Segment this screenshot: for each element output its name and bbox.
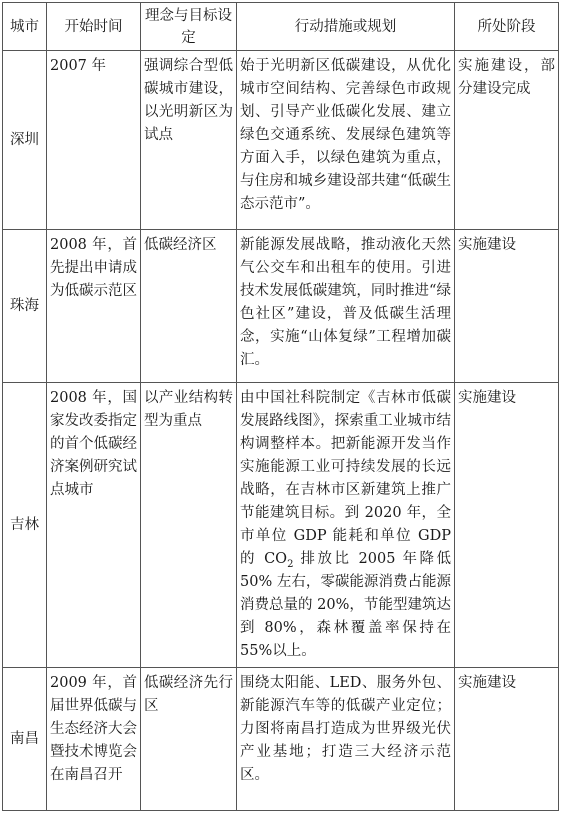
city-cell: 深圳 xyxy=(3,51,47,230)
action-cell: 始于光明新区低碳建设，从优化城市空间结构、完善绿色市政规划、引导产业低碳化发展、建立绿色交通系统、发展绿色建筑等方面入手，以绿色建筑为重点，与住房和城乡建设部共建“低碳生态示范市”。 xyxy=(237,51,455,230)
co2-subscript: 2 xyxy=(287,558,294,570)
action-cell: 围绕太阳能、LED、服务外包、新能源汽车等的低碳产业定位；力图将南昌打造成为世界级光伏产业基地；打造三大经济示范区。 xyxy=(237,668,455,811)
header-actions: 行动措施或规划 xyxy=(237,3,455,51)
action-cell: 新能源发展战略，推动液化天然气公交车和出租车的使用。引进技术发展低碳建筑，同时推进“绿色社区”建设，普及低碳生活理念，实施“山体复绿”工程增加碳汇。 xyxy=(237,230,455,383)
header-city: 城市 xyxy=(3,3,47,51)
concept-cell: 强调综合型低碳城市建设，以光明新区为试点 xyxy=(141,51,237,230)
start-cell: 2008 年，国家发改委指定的首个低碳经济案例研究试点城市 xyxy=(47,383,141,668)
start-cell: 2007 年 xyxy=(47,51,141,230)
header-concept-goal: 理念与目标设定 xyxy=(141,3,237,51)
city-cell: 吉林 xyxy=(3,383,47,668)
concept-cell: 低碳经济先行区 xyxy=(141,668,237,811)
stage-cell: 实施建设 xyxy=(455,668,559,811)
header-stage: 所处阶段 xyxy=(455,3,559,51)
action-cell xyxy=(237,383,455,668)
concept-cell: 低碳经济区 xyxy=(141,230,237,383)
start-cell: 2008 年，首先提出申请成为低碳示范区 xyxy=(47,230,141,383)
stage-cell: 实施建设 xyxy=(455,383,559,668)
action-text: 由中国社科院制定《吉林市低碳发展路线图》，探索重工业城市结构调整样本。把新能源开发当作实施能源工业可持续发展的长远战略，在吉林市区新建筑上推广节能建筑目标。到 2020 年，全市单位 GDP 能耗和单位 GDP 的 CO xyxy=(240,390,451,567)
table-row xyxy=(3,383,559,668)
table-row xyxy=(3,230,559,383)
start-cell: 2009 年，首届世界低碳与生态经济大会暨技术博览会在南昌召开 xyxy=(47,668,141,811)
header-start-time: 开始时间 xyxy=(47,3,141,51)
low-carbon-cities-table xyxy=(2,2,559,811)
table-row xyxy=(3,51,559,230)
stage-cell: 实施建设，部分建设完成 xyxy=(455,51,559,230)
city-cell: 南昌 xyxy=(3,668,47,811)
city-cell: 珠海 xyxy=(3,230,47,383)
header-row xyxy=(3,3,559,51)
concept-cell: 以产业结构转型为重点 xyxy=(141,383,237,668)
action-text: 排放比 2005 年降低 50% 左右，零碳能源消费占能源消费总量的 20%，节能型建筑达到 80%，森林覆盖率保持在 55%以上。 xyxy=(240,551,452,659)
stage-cell: 实施建设 xyxy=(455,230,559,383)
table-row xyxy=(3,668,559,811)
